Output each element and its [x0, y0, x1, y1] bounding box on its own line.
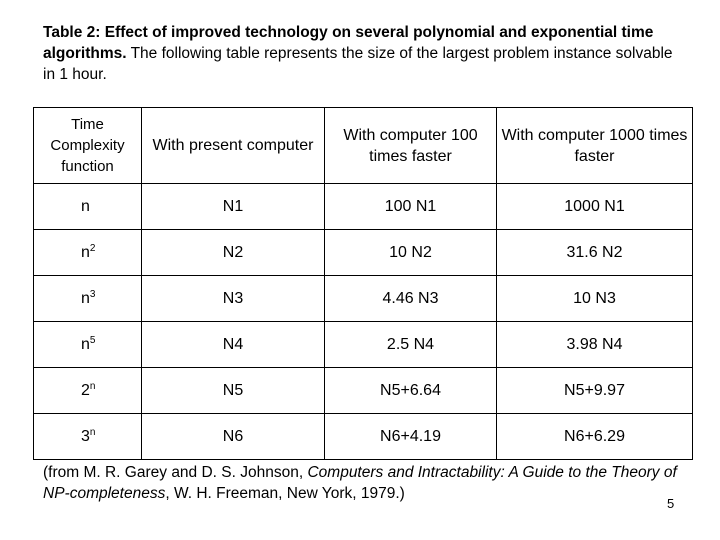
complexity-cell: $n^5$: [34, 322, 142, 368]
table-row: [34, 276, 693, 322]
source-citation: (from M. R. Garey and D. S. Johnson, Computers and Intractability: A Guide to the Theory of NP-completeness, W. H. Freeman, New York, 1979.): [43, 464, 677, 502]
header-complexity: Time Complexity function: [34, 108, 142, 184]
complexity-cell: $n^3$: [34, 276, 142, 322]
complexity-cell: $n^2$: [34, 230, 142, 276]
table-caption: [43, 22, 683, 85]
x1000-cell: N6+6.29: [497, 414, 693, 460]
x1000-cell: 10 N3: [497, 276, 693, 322]
x1000-cell: N5+9.97: [497, 368, 693, 414]
complexity-cell: 3$^n$: [34, 414, 142, 460]
header-100x: With computer 100 times faster: [325, 108, 497, 184]
present-cell: N5: [142, 368, 325, 414]
present-cell: N6: [142, 414, 325, 460]
present-cell: N2: [142, 230, 325, 276]
caption-bold: Table 2: Effect of improved technology on several polynomial and exponential time algorithms.: [43, 24, 654, 62]
complexity-cell: n: [34, 184, 142, 230]
table-row: [34, 368, 693, 414]
x100-cell: 100 N1: [325, 184, 497, 230]
complexity-cell: 2$^n$: [34, 368, 142, 414]
present-cell: N3: [142, 276, 325, 322]
header-1000x: With computer 1000 times faster: [497, 108, 693, 184]
x100-cell: 4.46 N3: [325, 276, 497, 322]
table-row: [34, 322, 693, 368]
caption-text: The following table represents the size of the largest problem instance solvable in 1 hour.: [43, 45, 673, 83]
present-cell: N1: [142, 184, 325, 230]
x100-cell: N6+4.19: [325, 414, 497, 460]
x1000-cell: 3.98 N4: [497, 322, 693, 368]
x100-cell: N5+6.64: [325, 368, 497, 414]
x100-cell: 10 N2: [325, 230, 497, 276]
book-title: Computers and Intractability: A Guide to the Theory of NP-completeness: [43, 464, 677, 502]
table-header-row: [34, 108, 693, 184]
table-row: [34, 414, 693, 460]
table-row: [34, 230, 693, 276]
x100-cell: 2.5 N4: [325, 322, 497, 368]
page-number: 5: [667, 496, 675, 511]
present-cell: N4: [142, 322, 325, 368]
x1000-cell: 1000 N1: [497, 184, 693, 230]
complexity-table: [33, 107, 693, 460]
x1000-cell: 31.6 N2: [497, 230, 693, 276]
table-row: [34, 184, 693, 230]
header-present: With present computer: [142, 108, 325, 184]
